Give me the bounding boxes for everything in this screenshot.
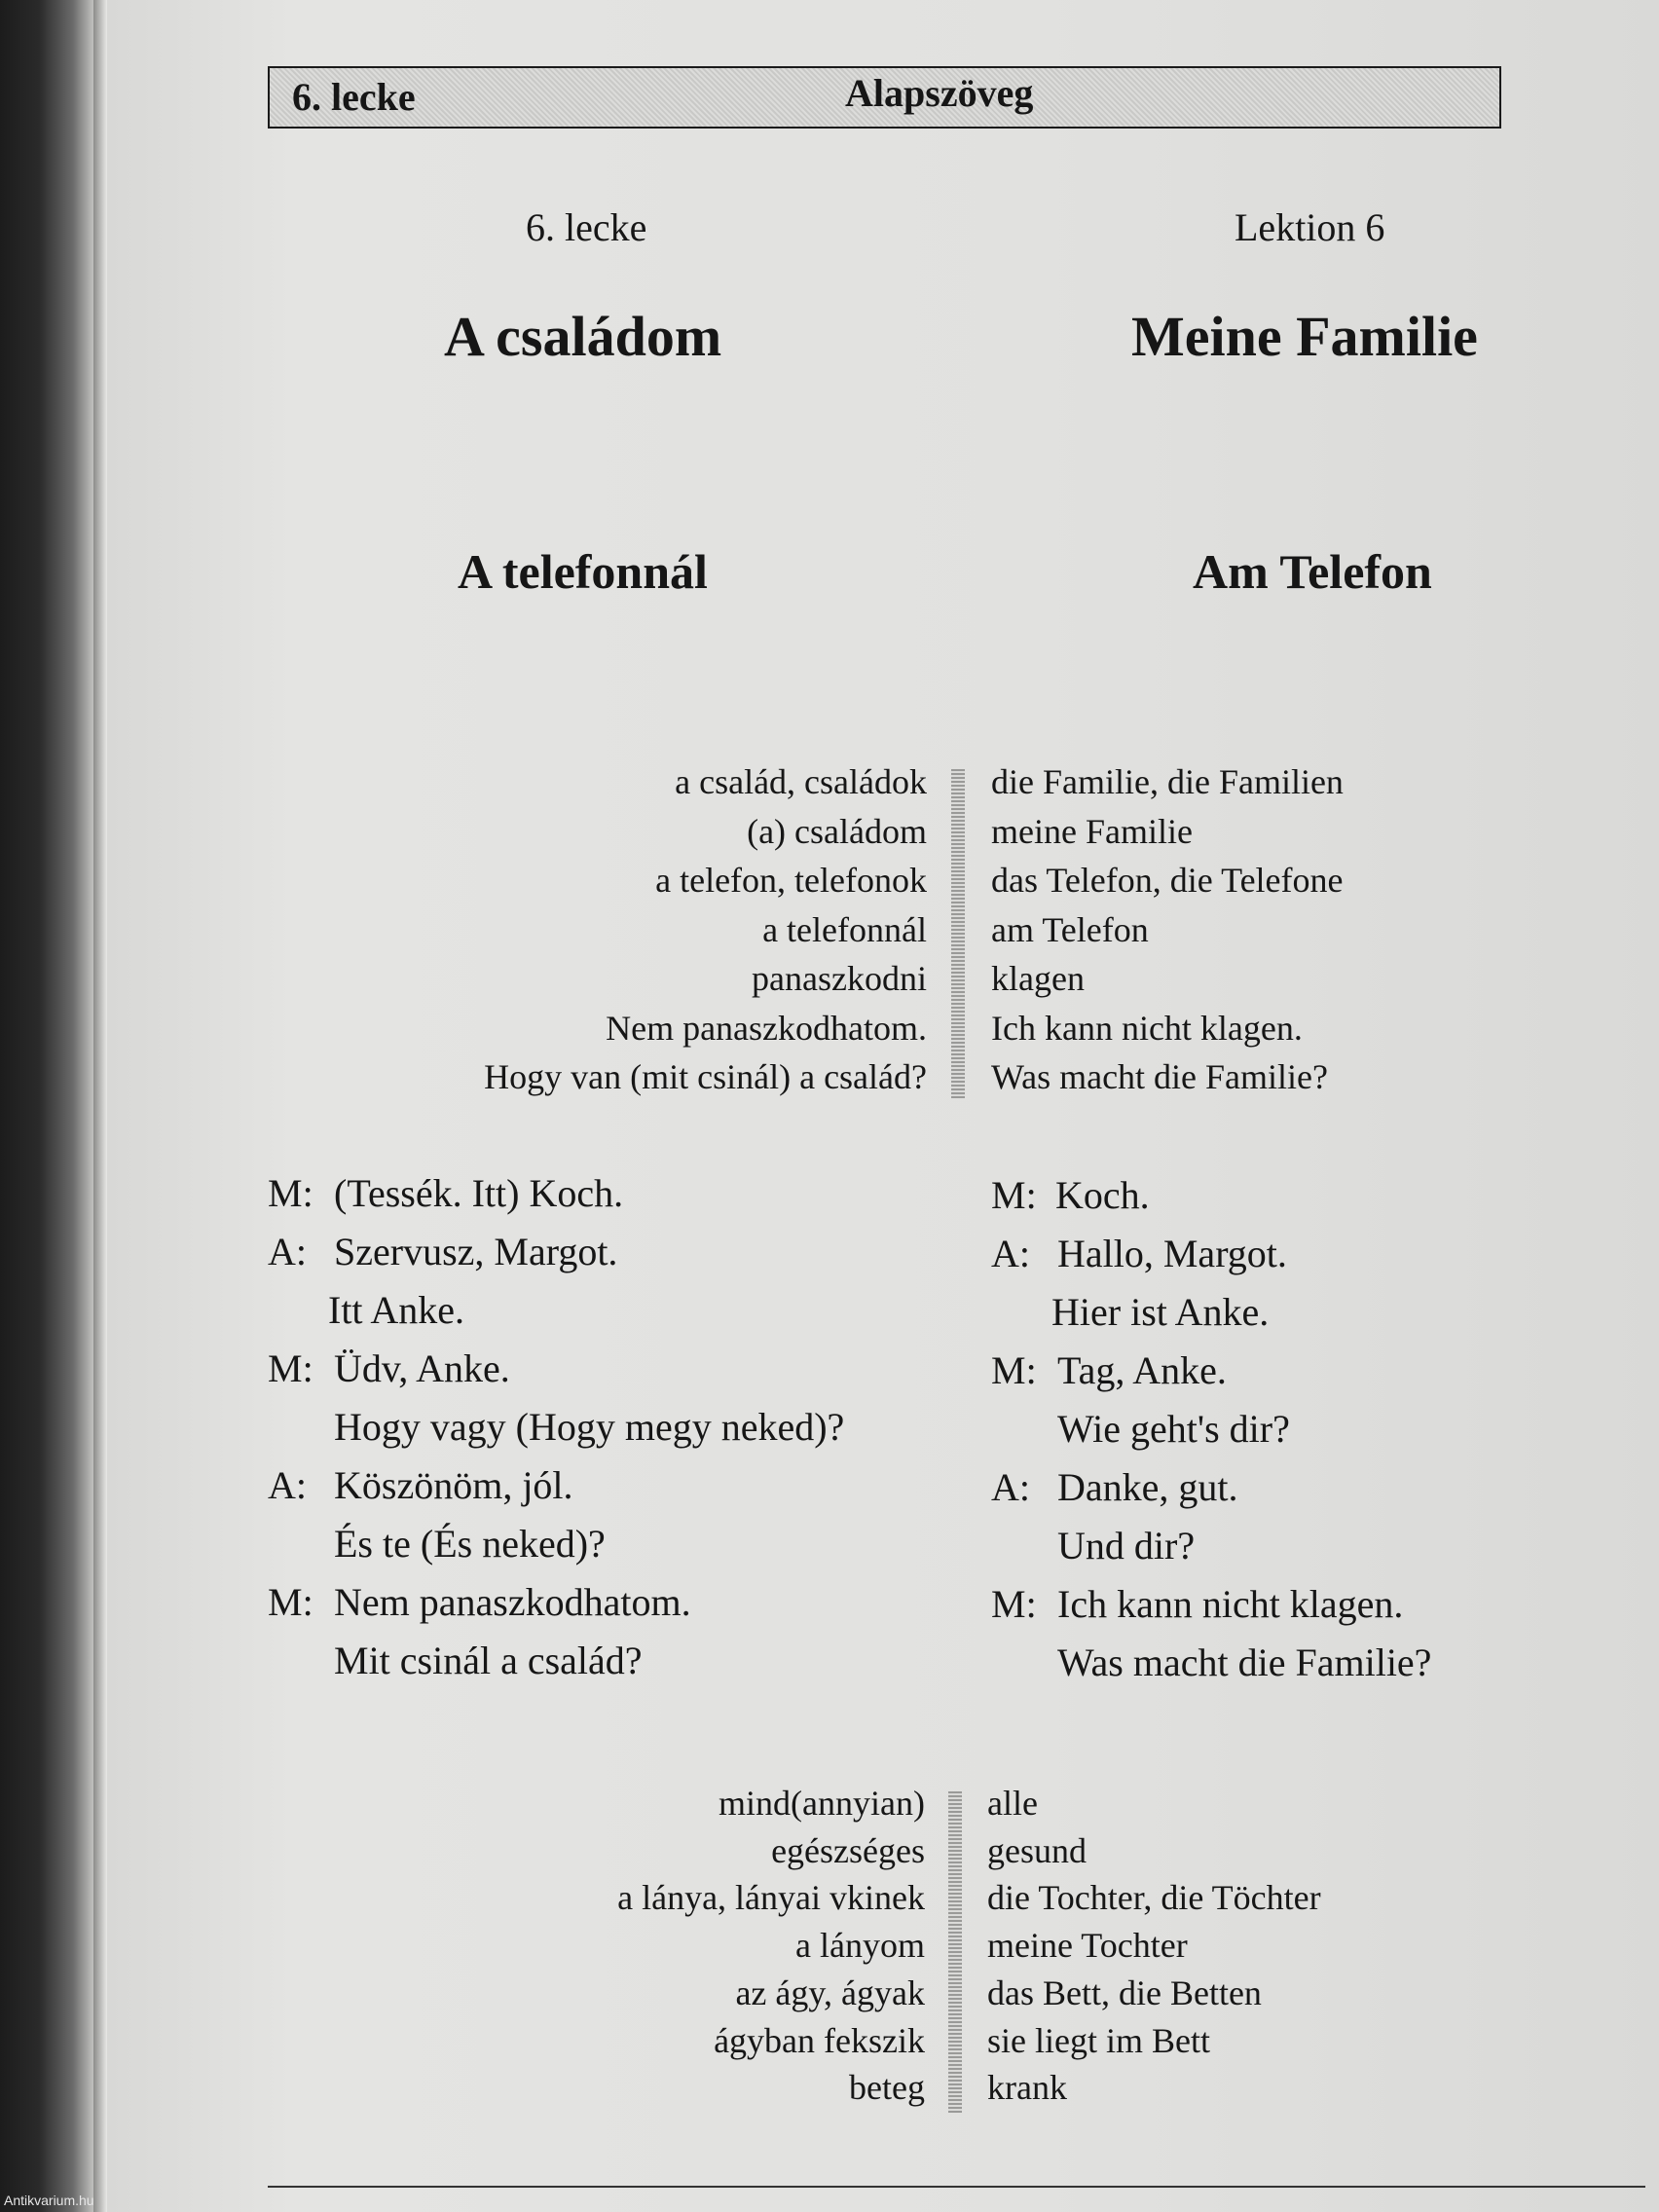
header-lesson-label: 6. lecke: [292, 75, 416, 119]
dialogue-line-hu: [268, 1281, 949, 1340]
line-text-de: Tag, Anke.: [1057, 1348, 1227, 1392]
dialogue-line-hu: [268, 1398, 949, 1456]
vocab-term-hu: a lánya, lányai vkinek: [617, 1878, 925, 1918]
vocab-term-hu: az ágy, ágyak: [735, 1972, 925, 2012]
vocab-term-de: die Familie, die Familien: [991, 762, 1344, 801]
lesson-number-de: Lektion 6: [1235, 205, 1385, 249]
line-text-hu: És te (És neked)?: [334, 1522, 606, 1566]
dialogue-line-de: [991, 1166, 1614, 1225]
dialogue-line-de: [991, 1400, 1614, 1458]
speaker: M:: [991, 1173, 1037, 1217]
line-text-de: Hallo, Margot.: [1057, 1232, 1287, 1275]
line-text-hu: Üdv, Anke.: [334, 1346, 510, 1390]
dialogue-line-de: [991, 1458, 1614, 1517]
title-hu: A családom: [444, 305, 722, 368]
dialogue-line-hu: [268, 1515, 949, 1573]
vocab-term-de: Was macht die Familie?: [991, 1057, 1328, 1096]
vocab-term-de: meine Tochter: [987, 1926, 1188, 1966]
speaker: A:: [991, 1232, 1030, 1275]
line-text-hu: Itt Anke.: [328, 1288, 464, 1332]
dialogue-line-hu: [268, 1340, 949, 1398]
vocab1-separator: [951, 769, 965, 1098]
vocab1-de-column: [991, 757, 1344, 1102]
vocab-term-hu: panaszkodni: [752, 959, 927, 998]
dialogue-line-hu: [268, 1456, 949, 1515]
speaker: M:: [991, 1348, 1037, 1392]
vocab-term-hu: Hogy van (mit csinál) a család?: [484, 1057, 927, 1096]
bottom-rule: [268, 2186, 1645, 2188]
book-binding-shadow: [0, 0, 102, 2212]
speaker: A:: [268, 1230, 307, 1273]
vocab-term-hu: a telefon, telefonok: [655, 861, 927, 900]
dialogue-line-de: [991, 1634, 1614, 1692]
vocab-term-hu: egészséges: [771, 1830, 925, 1870]
page-edge: [93, 0, 107, 2212]
dialogue-hu: [268, 1164, 949, 1690]
line-text-de: Ich kann nicht klagen.: [1057, 1582, 1404, 1626]
vocab-term-de: klagen: [991, 959, 1085, 998]
dialogue-de: [991, 1166, 1614, 1692]
line-text-hu: Nem panaszkodhatom.: [334, 1580, 691, 1624]
dialogue-line-de: [991, 1517, 1614, 1575]
line-text-de: Danke, gut.: [1057, 1465, 1238, 1509]
dialogue-line-hu: [268, 1164, 949, 1223]
header-section-label: Alapszöveg: [845, 71, 1034, 115]
vocab-term-hu: a család, családok: [675, 762, 927, 801]
line-text-de: Was macht die Familie?: [1057, 1641, 1432, 1684]
vocab-term-hu: ágyban fekszik: [714, 2020, 925, 2060]
vocab-term-de: die Tochter, die Töchter: [987, 1878, 1321, 1918]
vocab-term-de: das Bett, die Betten: [987, 1972, 1262, 2012]
dialogue-line-de: [991, 1283, 1614, 1342]
vocab2-separator: [948, 1791, 962, 2113]
line-text-hu: Mit csinál a család?: [334, 1639, 643, 1682]
dialogue-line-de: [991, 1342, 1614, 1400]
vocab-term-hu: a telefonnál: [762, 909, 927, 949]
line-text-hu: Szervusz, Margot.: [334, 1230, 618, 1273]
speaker: M:: [268, 1171, 313, 1215]
vocab1-hu-column: [484, 757, 927, 1102]
vocab-term-hu: Nem panaszkodhatom.: [606, 1008, 927, 1048]
line-text-hu: (Tessék. Itt) Koch.: [334, 1171, 624, 1215]
subtitle-hu: A telefonnál: [458, 544, 708, 599]
line-text-de: Koch.: [1055, 1173, 1150, 1217]
dialogue-line-hu: [268, 1632, 949, 1690]
lesson-number-hu: 6. lecke: [526, 205, 647, 249]
vocab-term-de: das Telefon, die Telefone: [991, 861, 1344, 900]
vocab-term-hu: beteg: [849, 2068, 925, 2108]
line-text-hu: Köszönöm, jól.: [334, 1463, 573, 1507]
vocab-term-hu: mind(annyian): [719, 1784, 925, 1823]
dialogue-line-hu: [268, 1223, 949, 1281]
vocab-term-de: sie liegt im Bett: [987, 2020, 1210, 2060]
line-text-hu: Hogy vagy (Hogy megy neked)?: [334, 1405, 845, 1449]
line-text-de: Hier ist Anke.: [1051, 1290, 1270, 1334]
line-text-de: Und dir?: [1057, 1524, 1196, 1567]
vocab-term-hu: (a) családom: [747, 811, 927, 851]
vocab2-hu-column: [617, 1780, 925, 2112]
speaker: M:: [268, 1580, 313, 1624]
vocab2-de-column: [987, 1780, 1321, 2112]
vocab-term-de: am Telefon: [991, 909, 1149, 949]
speaker: A:: [268, 1463, 307, 1507]
speaker: M:: [268, 1346, 313, 1390]
speaker: A:: [991, 1465, 1030, 1509]
watermark: Antikvarium.hu: [4, 2193, 94, 2208]
dialogue-line-de: [991, 1225, 1614, 1283]
vocab-term-de: Ich kann nicht klagen.: [991, 1008, 1303, 1048]
dialogue-line-hu: [268, 1573, 949, 1632]
vocab-term-de: gesund: [987, 1830, 1087, 1870]
vocab-term-de: krank: [987, 2068, 1067, 2108]
vocab-term-de: meine Familie: [991, 811, 1193, 851]
dialogue-line-de: [991, 1575, 1614, 1634]
speaker: M:: [991, 1582, 1037, 1626]
vocab-term-de: alle: [987, 1784, 1038, 1823]
vocab-term-hu: a lányom: [795, 1926, 925, 1966]
line-text-de: Wie geht's dir?: [1057, 1407, 1290, 1451]
title-de: Meine Familie: [1131, 305, 1478, 368]
subtitle-de: Am Telefon: [1193, 544, 1432, 599]
